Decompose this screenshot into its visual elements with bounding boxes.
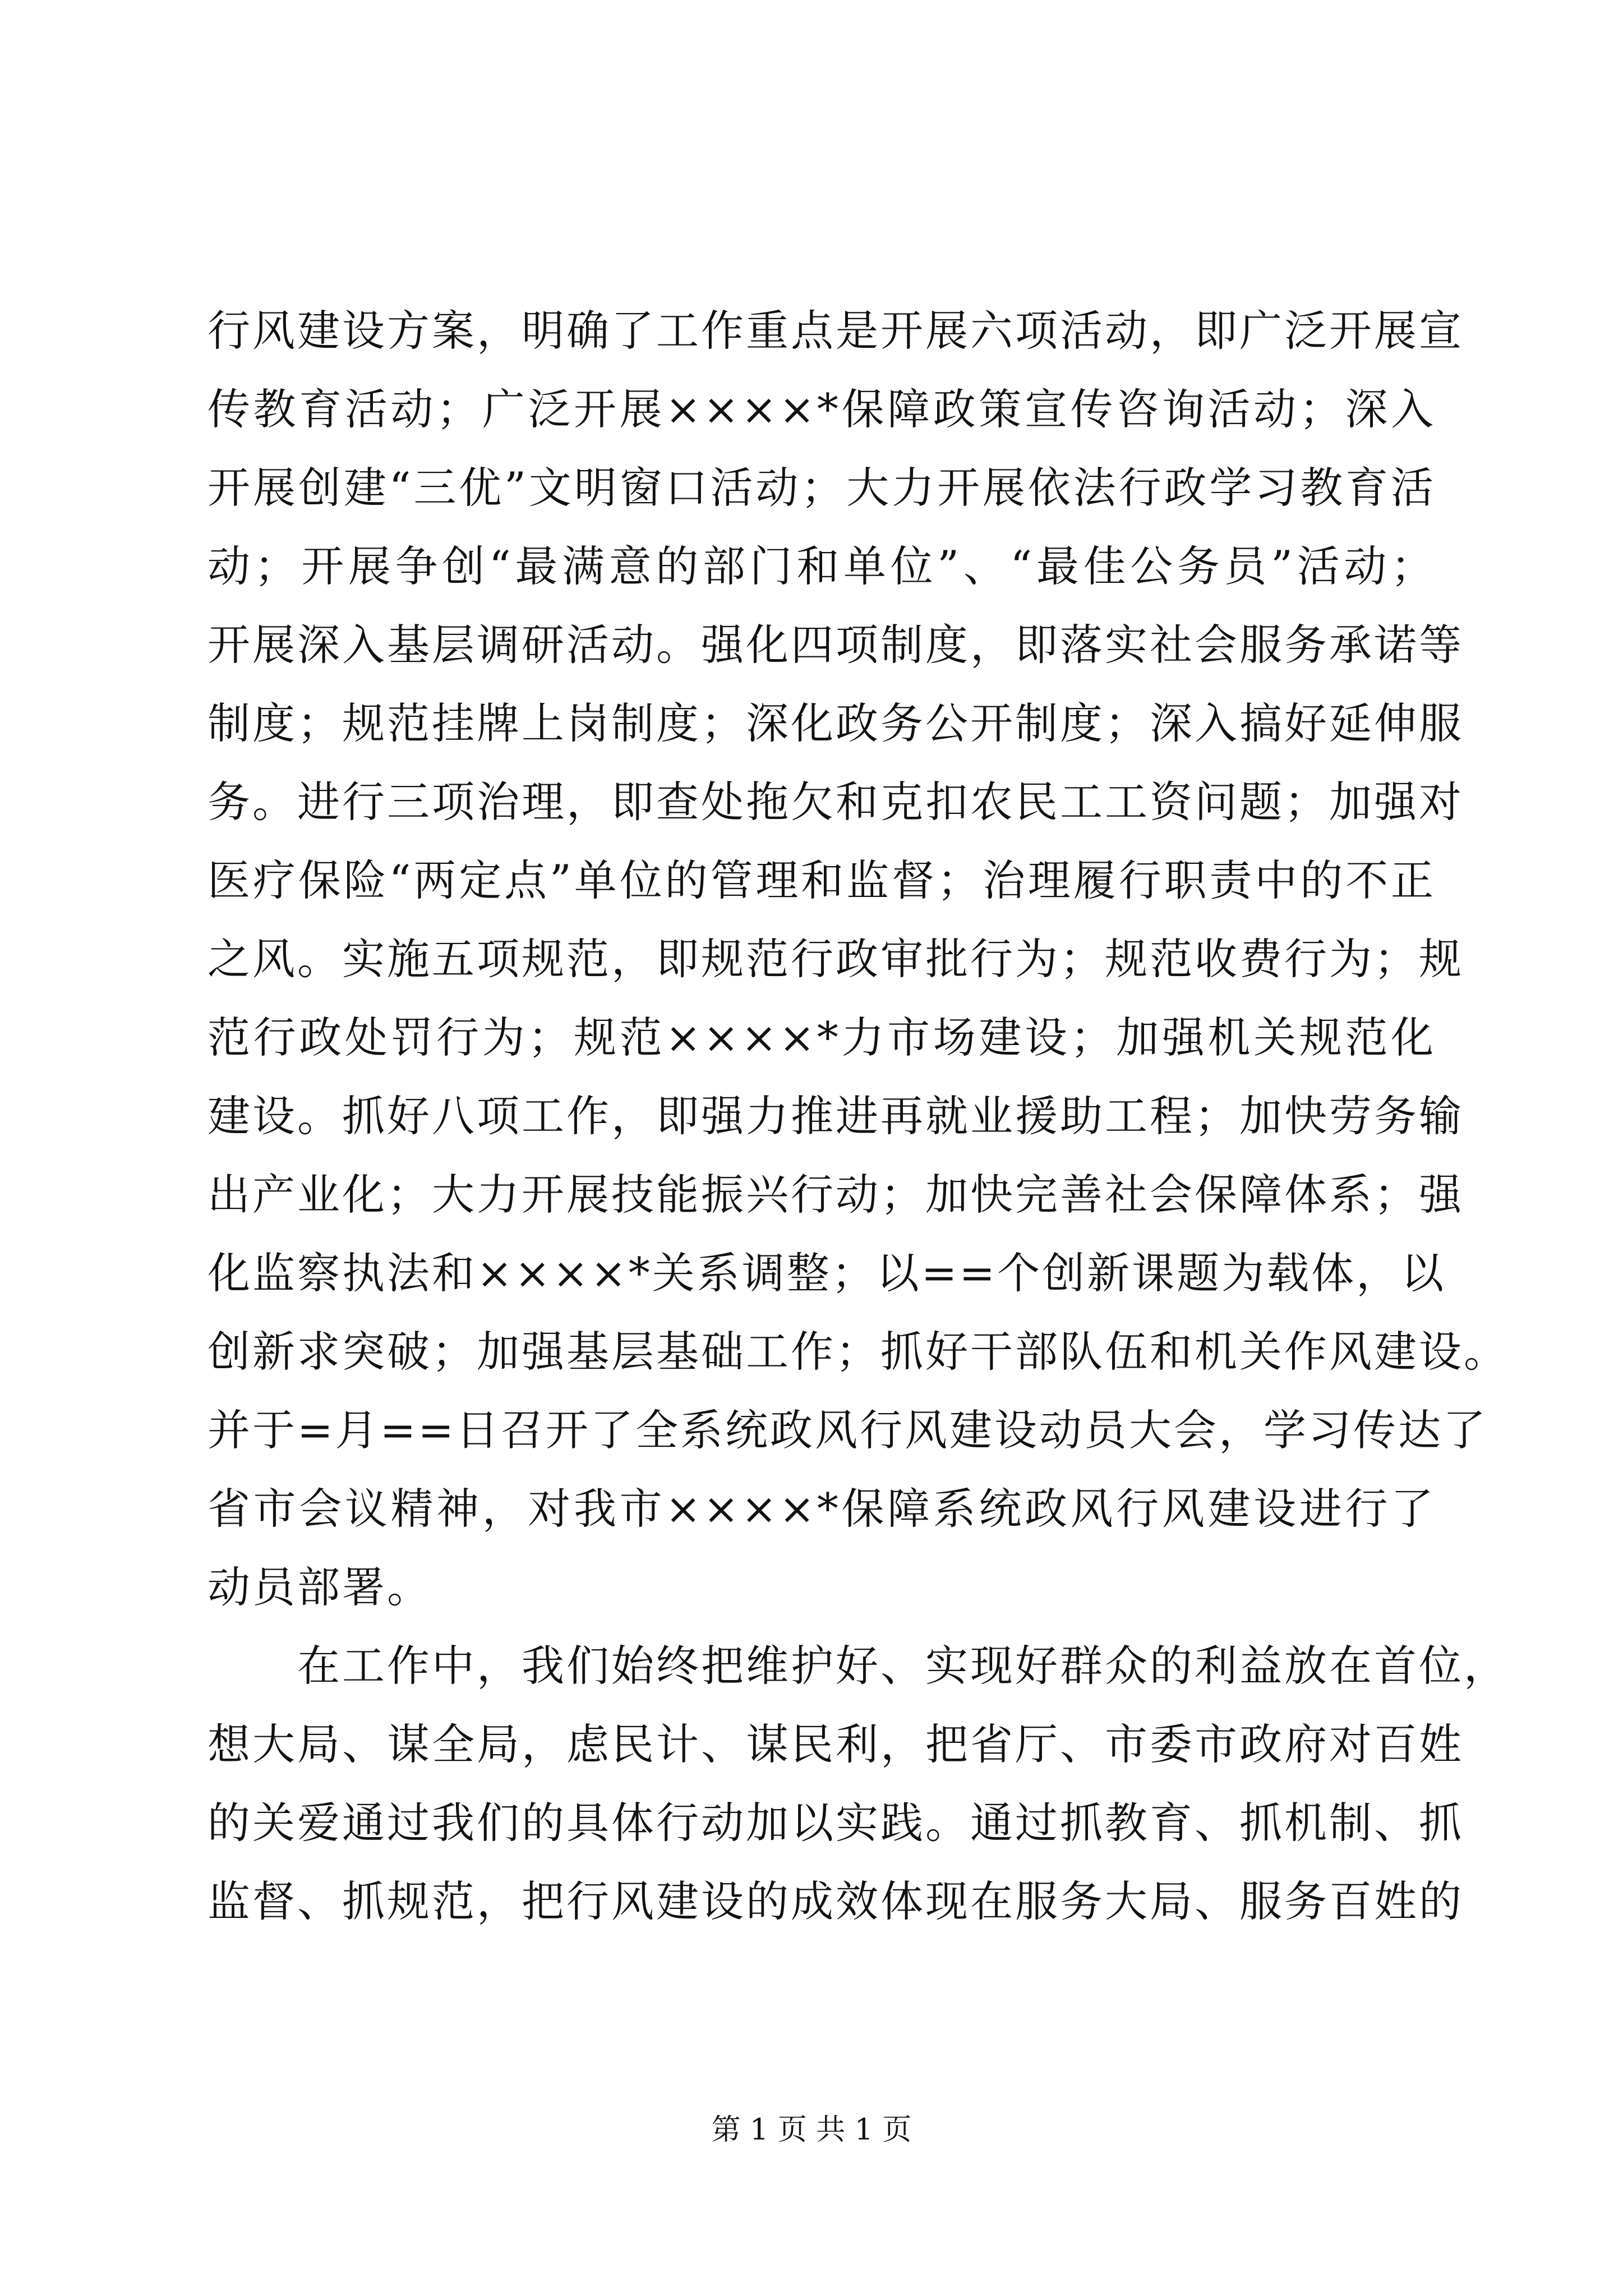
text-line: 想大局、谋全局，虑民计、谋民利，把省厅、市委市政府对百姓: [208, 1719, 1464, 1769]
paragraph-first-line: 在工作中，我们始终把维护好、实现好群众的利益放在首位，: [297, 1641, 1509, 1691]
text-line: 省市会议精神，对我市××××*保障系统政风行风建设进行了: [208, 1484, 1436, 1534]
document-body: [208, 292, 1509, 1941]
text-line: 并于=月==日召开了全系统政风行风建设动员大会，学习传达了: [208, 1405, 1488, 1455]
text-line: 的关爱通过我们的具体行动加以实践。通过抓教育、抓机制、抓: [208, 1798, 1464, 1848]
text-line: 建设。抓好八项工作，即强力推进再就业援助工程；加快劳务输: [208, 1091, 1464, 1141]
text-line: 之风。实施五项规范，即规范行政审批行为；规范收费行为；规: [208, 934, 1464, 984]
text-line: 范行政处罚行为；规范××××*力市场建设；加强机关规范化: [208, 1013, 1436, 1062]
text-line: 务。进行三项治理，即查处拖欠和克扣农民工工资问题；加强对: [208, 777, 1464, 827]
text-line: 开展深入基层调研活动。强化四项制度，即落实社会服务承诺等: [208, 620, 1464, 670]
text-line: 化监察执法和××××*关系调整；以==个创新课题为载体，以: [208, 1248, 1446, 1298]
text-line: 医疗保险“两定点”单位的管理和监督；治理履行职责中的不正: [208, 855, 1436, 905]
text-line: 创新求突破；加强基层基础工作；抓好干部队伍和机关作风建设。: [208, 1327, 1509, 1377]
text-line: 开展创建“三优”文明窗口活动；大力开展依法行政学习教育活: [208, 463, 1436, 513]
text-line: 制度；规范挂牌上岗制度；深化政务公开制度；深入搞好延伸服: [208, 698, 1464, 748]
text-line: 行风建设方案，明确了工作重点是开展六项活动，即广泛开展宣: [208, 306, 1464, 356]
text-line: 传教育活动；广泛开展××××*保障政策宣传咨询活动；深入: [208, 384, 1436, 434]
text-line: 动；开展争创“最满意的部门和单位”、“最佳公务员”活动；: [208, 541, 1436, 591]
text-line: 出产业化；大力开展技能振兴行动；加快完善社会保障体系；强: [208, 1170, 1464, 1220]
text-line: 动员部署。: [208, 1562, 432, 1612]
text-line: 监督、抓规范，把行风建设的成效体现在服务大局、服务百姓的: [208, 1876, 1464, 1926]
page-number-footer: 第 1 页 共 1 页: [711, 2113, 912, 2147]
